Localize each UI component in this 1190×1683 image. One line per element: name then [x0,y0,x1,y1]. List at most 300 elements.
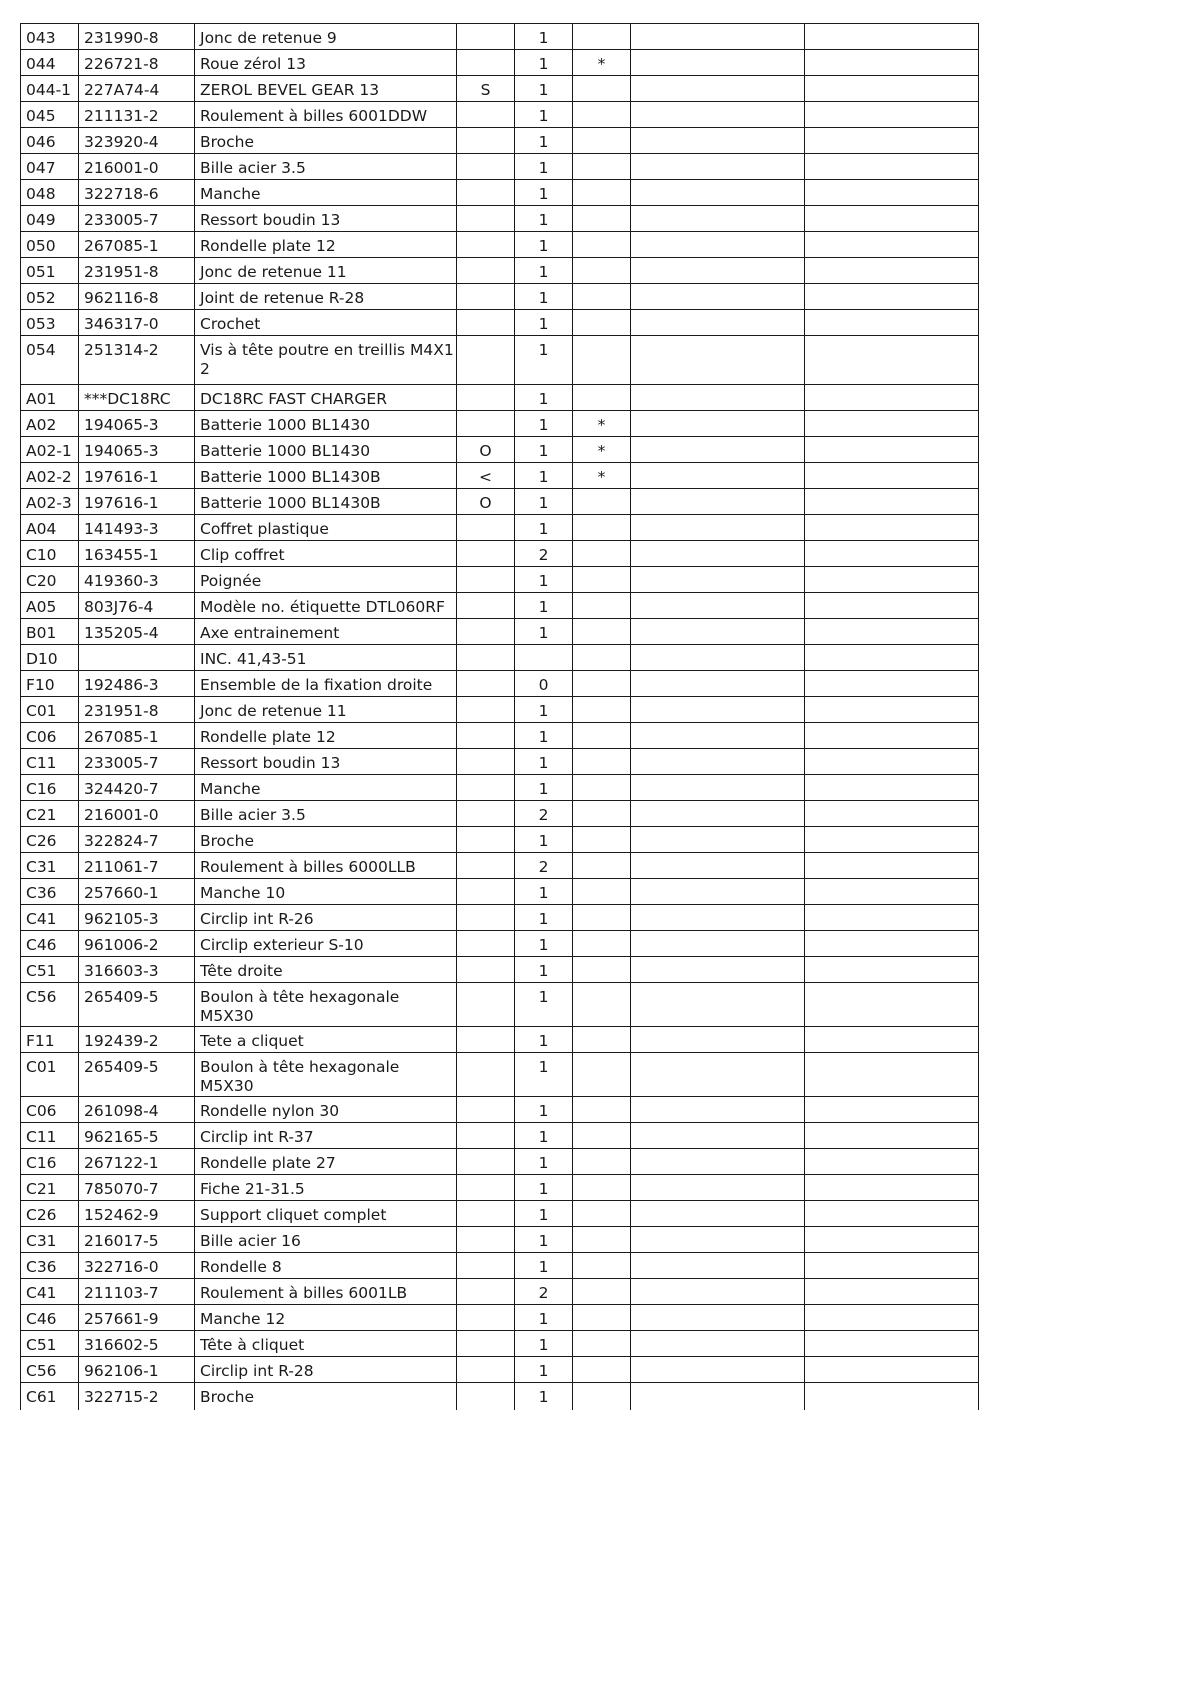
table-row [21,128,979,154]
table-row [21,671,979,697]
quantity-cell: 2 [515,801,573,827]
table-row [21,1227,979,1253]
empty-cell [631,1383,805,1410]
part-number-cell: 233005-7 [79,749,195,775]
empty-cell [631,232,805,258]
table-row [21,567,979,593]
note-cell [457,1053,515,1097]
quantity-cell: 1 [515,1331,573,1357]
empty-cell [631,437,805,463]
empty-cell [631,645,805,671]
note-cell [457,180,515,206]
table-row [21,853,979,879]
quantity-cell: 2 [515,1279,573,1305]
part-number-cell: 322718-6 [79,180,195,206]
item-ref-cell: A02 [21,411,79,437]
description-cell: Fiche 21-31.5 [195,1175,457,1201]
empty-cell [805,1097,979,1123]
marker-cell [573,258,631,284]
marker-cell [573,931,631,957]
empty-cell [805,154,979,180]
quantity-cell: 1 [515,154,573,180]
table-row [21,385,979,411]
note-cell [457,1357,515,1383]
empty-cell [631,154,805,180]
empty-cell [805,336,979,385]
empty-cell [805,957,979,983]
description-cell: Batterie 1000 BL1430 [195,437,457,463]
empty-cell [631,879,805,905]
table-row [21,437,979,463]
empty-cell [805,593,979,619]
item-ref-cell: 047 [21,154,79,180]
item-ref-cell: 044 [21,50,79,76]
item-ref-cell: 049 [21,206,79,232]
empty-cell [805,775,979,801]
description-cell: Batterie 1000 BL1430B [195,489,457,515]
empty-cell [631,102,805,128]
part-number-cell: 322715-2 [79,1383,195,1410]
empty-cell [631,411,805,437]
quantity-cell: 1 [515,567,573,593]
item-ref-cell: B01 [21,619,79,645]
quantity-cell: 1 [515,983,573,1027]
table-row [21,593,979,619]
part-number-cell: 322716-0 [79,1253,195,1279]
part-number-cell: 322824-7 [79,827,195,853]
note-cell [457,723,515,749]
marker-cell [573,310,631,336]
note-cell [457,232,515,258]
empty-cell [805,1201,979,1227]
marker-cell [573,1027,631,1053]
note-cell [457,775,515,801]
quantity-cell: 1 [515,1097,573,1123]
empty-cell [805,515,979,541]
quantity-cell: 1 [515,128,573,154]
marker-cell [573,284,631,310]
description-cell: Roulement à billes 6000LLB [195,853,457,879]
description-cell: Manche 12 [195,1305,457,1331]
description-cell: Clip coffret [195,541,457,567]
note-cell [457,1305,515,1331]
marker-cell [573,957,631,983]
item-ref-cell: C31 [21,853,79,879]
quantity-cell: 1 [515,102,573,128]
table-row [21,411,979,437]
empty-cell [805,983,979,1027]
empty-cell [631,567,805,593]
empty-cell [805,1053,979,1097]
marker-cell [573,775,631,801]
marker-cell [573,1175,631,1201]
empty-cell [631,827,805,853]
table-row [21,645,979,671]
description-cell: DC18RC FAST CHARGER [195,385,457,411]
item-ref-cell: C10 [21,541,79,567]
table-row [21,957,979,983]
table-row [21,983,979,1027]
description-cell: Support cliquet complet [195,1201,457,1227]
empty-cell [631,1149,805,1175]
part-number-cell: 194065-3 [79,411,195,437]
part-number-cell: 233005-7 [79,206,195,232]
empty-cell [631,385,805,411]
marker-cell [573,1053,631,1097]
empty-cell [805,853,979,879]
table-row [21,1097,979,1123]
empty-cell [631,284,805,310]
empty-cell [805,284,979,310]
empty-cell [631,1279,805,1305]
note-cell [457,1123,515,1149]
part-number-cell: 962165-5 [79,1123,195,1149]
marker-cell [573,1279,631,1305]
item-ref-cell: C26 [21,827,79,853]
part-number-cell: 324420-7 [79,775,195,801]
empty-cell [631,24,805,50]
table-row [21,1201,979,1227]
quantity-cell: 1 [515,232,573,258]
description-cell: Circlip exterieur S-10 [195,931,457,957]
note-cell [457,1097,515,1123]
note-cell [457,567,515,593]
empty-cell [805,463,979,489]
part-number-cell: 257661-9 [79,1305,195,1331]
description-cell: Vis à tête poutre en treillis M4X1 2 [195,336,457,385]
empty-cell [631,310,805,336]
quantity-cell: 1 [515,775,573,801]
note-cell: < [457,463,515,489]
item-ref-cell: C51 [21,1331,79,1357]
empty-cell [805,619,979,645]
item-ref-cell: C06 [21,723,79,749]
marker-cell [573,983,631,1027]
description-cell: INC. 41,43-51 [195,645,457,671]
note-cell [457,541,515,567]
quantity-cell: 1 [515,515,573,541]
note-cell [457,1027,515,1053]
note-cell [457,1279,515,1305]
marker-cell [573,697,631,723]
table-row [21,1279,979,1305]
quantity-cell: 1 [515,1175,573,1201]
note-cell [457,385,515,411]
quantity-cell: 1 [515,1027,573,1053]
note-cell [457,671,515,697]
part-number-cell: 803J76-4 [79,593,195,619]
empty-cell [631,749,805,775]
marker-cell [573,1331,631,1357]
part-number-cell: 197616-1 [79,489,195,515]
empty-cell [631,671,805,697]
part-number-cell: 257660-1 [79,879,195,905]
description-cell: Modèle no. étiquette DTL060RF [195,593,457,619]
quantity-cell: 1 [515,206,573,232]
part-number-cell: 961006-2 [79,931,195,957]
item-ref-cell: 043 [21,24,79,50]
marker-cell [573,1201,631,1227]
note-cell [457,24,515,50]
empty-cell [805,697,979,723]
marker-cell [573,827,631,853]
note-cell [457,1201,515,1227]
item-ref-cell: 046 [21,128,79,154]
description-cell: Joint de retenue R-28 [195,284,457,310]
marker-cell [573,76,631,102]
note-cell: O [457,489,515,515]
table-row [21,336,979,385]
note-cell [457,1149,515,1175]
quantity-cell: 1 [515,1253,573,1279]
quantity-cell: 1 [515,827,573,853]
empty-cell [805,1357,979,1383]
empty-cell [631,1253,805,1279]
item-ref-cell: C36 [21,879,79,905]
item-ref-cell: C56 [21,983,79,1027]
quantity-cell: 1 [515,1305,573,1331]
empty-cell [631,619,805,645]
part-number-cell: 163455-1 [79,541,195,567]
part-number-cell: 251314-2 [79,336,195,385]
quantity-cell: 1 [515,1357,573,1383]
note-cell [457,310,515,336]
part-number-cell: ***DC18RC [79,385,195,411]
description-cell: Tete a cliquet [195,1027,457,1053]
note-cell [457,284,515,310]
marker-cell [573,1383,631,1410]
part-number-cell: 316603-3 [79,957,195,983]
description-cell: Broche [195,1383,457,1410]
table-row [21,619,979,645]
part-number-cell: 267122-1 [79,1149,195,1175]
item-ref-cell: C16 [21,775,79,801]
item-ref-cell: C31 [21,1227,79,1253]
item-ref-cell: C46 [21,1305,79,1331]
empty-cell [631,1027,805,1053]
table-row [21,180,979,206]
table-row [21,310,979,336]
marker-cell: * [573,411,631,437]
item-ref-cell: C41 [21,1279,79,1305]
item-ref-cell: A01 [21,385,79,411]
part-number-cell: 231951-8 [79,258,195,284]
marker-cell [573,723,631,749]
description-cell: Manche 10 [195,879,457,905]
quantity-cell: 1 [515,1053,573,1097]
note-cell [457,1383,515,1410]
empty-cell [805,1331,979,1357]
marker-cell [573,593,631,619]
note-cell [457,515,515,541]
item-ref-cell: C06 [21,1097,79,1123]
table-row [21,515,979,541]
empty-cell [631,1097,805,1123]
empty-cell [805,723,979,749]
table-row [21,1149,979,1175]
empty-cell [631,775,805,801]
parts-list-table [20,23,979,1410]
empty-cell [631,723,805,749]
empty-cell [805,749,979,775]
description-cell: Bille acier 3.5 [195,801,457,827]
empty-cell [805,801,979,827]
table-row [21,801,979,827]
note-cell [457,411,515,437]
part-number-cell: 346317-0 [79,310,195,336]
quantity-cell: 1 [515,723,573,749]
table-row [21,1053,979,1097]
quantity-cell: 1 [515,284,573,310]
empty-cell [631,258,805,284]
table-row [21,154,979,180]
part-number-cell: 267085-1 [79,232,195,258]
item-ref-cell: C11 [21,1123,79,1149]
empty-cell [805,879,979,905]
marker-cell [573,515,631,541]
note-cell [457,102,515,128]
empty-cell [631,1331,805,1357]
table-row [21,1123,979,1149]
part-number-cell: 226721-8 [79,50,195,76]
description-cell: Jonc de retenue 11 [195,697,457,723]
quantity-cell: 1 [515,437,573,463]
description-cell: Ressort boudin 13 [195,749,457,775]
marker-cell [573,102,631,128]
note-cell [457,1331,515,1357]
quantity-cell: 1 [515,310,573,336]
empty-cell [805,541,979,567]
table-row [21,50,979,76]
part-number-cell: 216017-5 [79,1227,195,1253]
empty-cell [631,76,805,102]
item-ref-cell: C26 [21,1201,79,1227]
marker-cell [573,489,631,515]
description-cell: Tête droite [195,957,457,983]
empty-cell [631,801,805,827]
item-ref-cell: A02-2 [21,463,79,489]
part-number-cell [79,645,195,671]
part-number-cell: 261098-4 [79,1097,195,1123]
table-row [21,489,979,515]
table-row [21,76,979,102]
empty-cell [631,50,805,76]
description-cell: Rondelle nylon 30 [195,1097,457,1123]
item-ref-cell: C51 [21,957,79,983]
marker-cell [573,154,631,180]
marker-cell [573,879,631,905]
quantity-cell: 1 [515,24,573,50]
empty-cell [805,1305,979,1331]
quantity-cell: 1 [515,931,573,957]
empty-cell [805,1027,979,1053]
item-ref-cell: A02-3 [21,489,79,515]
item-ref-cell: 054 [21,336,79,385]
part-number-cell: 265409-5 [79,1053,195,1097]
description-cell: Poignée [195,567,457,593]
empty-cell [805,206,979,232]
quantity-cell: 1 [515,411,573,437]
quantity-cell: 1 [515,50,573,76]
part-number-cell: 227A74-4 [79,76,195,102]
item-ref-cell: C36 [21,1253,79,1279]
empty-cell [805,489,979,515]
table-row [21,1175,979,1201]
quantity-cell: 1 [515,258,573,284]
description-cell: Ressort boudin 13 [195,206,457,232]
description-cell: Bille acier 3.5 [195,154,457,180]
table-row [21,258,979,284]
part-number-cell: 316602-5 [79,1331,195,1357]
empty-cell [805,50,979,76]
empty-cell [805,385,979,411]
description-cell: Ensemble de la fixation droite [195,671,457,697]
note-cell [457,50,515,76]
empty-cell [805,827,979,853]
note-cell [457,593,515,619]
item-ref-cell: 045 [21,102,79,128]
marker-cell [573,385,631,411]
empty-cell [631,463,805,489]
empty-cell [631,1175,805,1201]
quantity-cell: 1 [515,905,573,931]
table-row [21,931,979,957]
note-cell [457,853,515,879]
part-number-cell: 962105-3 [79,905,195,931]
empty-cell [805,232,979,258]
empty-cell [631,1357,805,1383]
table-row [21,905,979,931]
empty-cell [805,180,979,206]
part-number-cell: 216001-0 [79,801,195,827]
empty-cell [631,1201,805,1227]
description-cell: Manche [195,775,457,801]
note-cell [457,128,515,154]
note-cell [457,905,515,931]
marker-cell: * [573,463,631,489]
marker-cell [573,128,631,154]
note-cell [457,154,515,180]
marker-cell [573,671,631,697]
note-cell [457,206,515,232]
item-ref-cell: C46 [21,931,79,957]
part-number-cell: 152462-9 [79,1201,195,1227]
item-ref-cell: C21 [21,1175,79,1201]
item-ref-cell: C20 [21,567,79,593]
quantity-cell: 1 [515,385,573,411]
quantity-cell: 1 [515,76,573,102]
marker-cell [573,905,631,931]
empty-cell [631,593,805,619]
description-cell: Circlip int R-37 [195,1123,457,1149]
quantity-cell: 1 [515,489,573,515]
description-cell: Broche [195,128,457,154]
empty-cell [631,853,805,879]
marker-cell [573,749,631,775]
marker-cell [573,1227,631,1253]
item-ref-cell: C21 [21,801,79,827]
empty-cell [805,1227,979,1253]
description-cell: Jonc de retenue 9 [195,24,457,50]
marker-cell [573,801,631,827]
empty-cell [805,102,979,128]
empty-cell [805,258,979,284]
description-cell: Circlip int R-26 [195,905,457,931]
table-row [21,723,979,749]
description-cell: Rondelle 8 [195,1253,457,1279]
part-number-cell: 267085-1 [79,723,195,749]
marker-cell [573,853,631,879]
